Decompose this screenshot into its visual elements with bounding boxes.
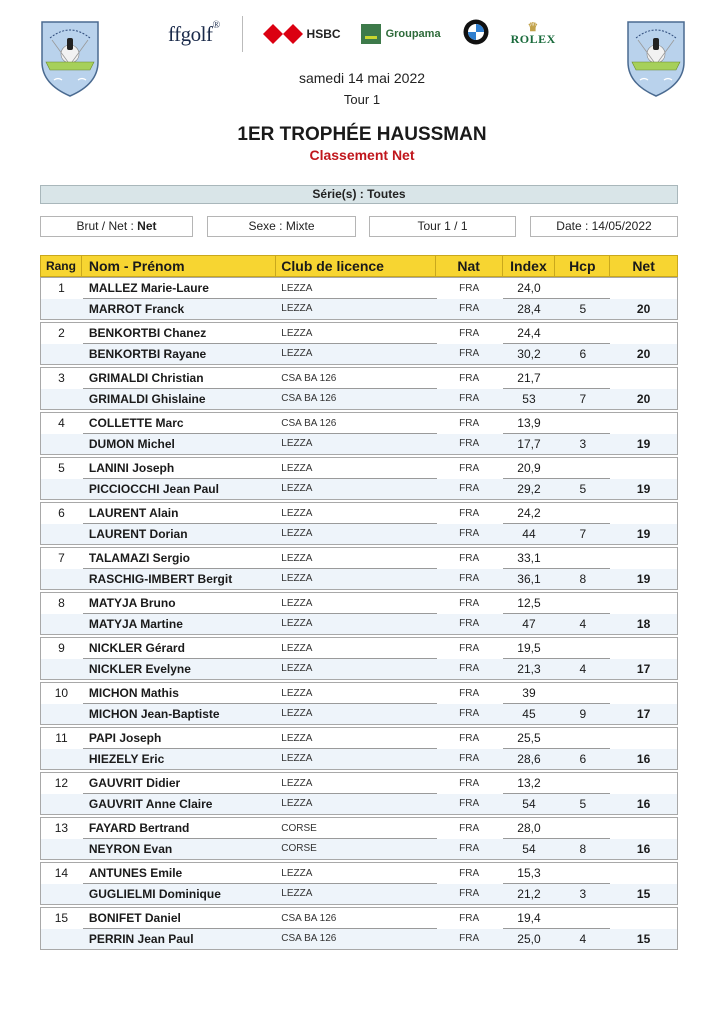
index-cell: 17,7 [517, 436, 541, 451]
rang-cell [41, 794, 82, 815]
index-cell: 30,2 [517, 346, 541, 361]
net-cell [610, 728, 677, 749]
index-cell: 19,4 [517, 911, 541, 926]
page-subtitle: Classement Net [309, 147, 415, 163]
net-cell [610, 278, 677, 299]
rang-cell [41, 479, 82, 500]
table-row [41, 479, 677, 500]
result-group [40, 862, 678, 905]
column-header-index: Index [503, 256, 556, 276]
table-row [41, 884, 677, 905]
result-group [40, 412, 678, 455]
net-cell: 20 [636, 301, 651, 316]
rang-cell: 7 [58, 551, 65, 566]
index-cell: 19,5 [517, 641, 541, 656]
nat-cell: FRA [459, 438, 480, 450]
rang-cell [41, 524, 82, 545]
net-cell [610, 908, 677, 929]
table-row [41, 413, 677, 434]
nat-cell: FRA [459, 507, 480, 519]
table-row [41, 839, 677, 860]
club-cell: LEZZA [281, 777, 313, 789]
index-cell: 25,0 [517, 931, 541, 946]
club-cell: CSA BA 126 [281, 912, 337, 924]
rang-cell: 9 [58, 641, 65, 656]
net-cell: 19 [636, 571, 651, 586]
page-title: 1ER TROPHÉE HAUSSMAN [237, 124, 487, 145]
club-cell: LEZZA [281, 888, 313, 900]
index-cell: 54 [522, 841, 536, 856]
table-row [41, 278, 677, 299]
club-cell: LEZZA [281, 573, 313, 585]
hcp-cell: 9 [579, 706, 587, 721]
index-cell: 21,2 [517, 886, 541, 901]
nat-cell: FRA [459, 372, 480, 384]
player-name-cell: GUGLIELMI Dominique [88, 886, 221, 901]
nat-cell: FRA [459, 597, 480, 609]
club-cell: CSA BA 126 [281, 393, 337, 405]
club-cell: LEZZA [281, 618, 313, 630]
hcp-cell [555, 908, 610, 929]
rang-cell [41, 569, 82, 590]
rang-cell: 8 [58, 596, 65, 611]
nat-cell: FRA [459, 573, 480, 585]
filter-brut-net: Brut / Net : Net [40, 216, 193, 237]
club-cell: LEZZA [281, 438, 313, 450]
rang-cell [41, 344, 82, 365]
nat-cell: FRA [459, 618, 480, 630]
player-name-cell: RASCHIG-IMBERT Bergit [88, 571, 233, 586]
index-cell: 54 [522, 796, 536, 811]
player-name-cell: GAUVRIT Anne Claire [88, 796, 213, 811]
player-name-cell: LAURENT Alain [88, 506, 179, 521]
index-cell: 24,2 [517, 506, 541, 521]
rang-cell: 5 [58, 461, 65, 476]
result-group [40, 502, 678, 545]
club-crest-right [624, 18, 688, 98]
index-cell: 25,5 [517, 731, 541, 746]
player-name-cell: PERRIN Jean Paul [88, 931, 194, 946]
hcp-cell: 5 [579, 301, 587, 316]
nat-cell: FRA [459, 708, 480, 720]
net-cell: 16 [636, 796, 651, 811]
hcp-cell: 7 [579, 391, 587, 406]
table-row [41, 323, 677, 344]
club-cell: LEZZA [281, 753, 313, 765]
rolex-logo: ♛ ROLEX [510, 19, 556, 46]
index-cell: 20,9 [517, 461, 541, 476]
nat-cell: FRA [459, 483, 480, 495]
player-name-cell: NICKLER Evelyne [88, 661, 191, 676]
table-row [41, 434, 677, 455]
nat-cell: FRA [459, 282, 480, 294]
hcp-cell [555, 773, 610, 794]
hsbc-hexagon-icon [263, 24, 303, 44]
hcp-cell [555, 413, 610, 434]
hcp-cell: 5 [579, 481, 587, 496]
nat-cell: FRA [459, 528, 480, 540]
nat-cell: FRA [459, 552, 480, 564]
index-cell: 13,9 [517, 416, 541, 431]
column-header-net: Net [632, 258, 655, 274]
player-name-cell: HIEZELY Eric [88, 751, 165, 766]
club-cell: CSA BA 126 [281, 933, 337, 945]
result-group [40, 367, 678, 410]
club-cell: LEZZA [281, 327, 313, 339]
results-table [40, 255, 678, 950]
nat-cell: FRA [459, 843, 480, 855]
player-name-cell: TALAMAZI Sergio [88, 551, 190, 566]
net-cell: 17 [636, 706, 651, 721]
hcp-cell: 8 [579, 571, 587, 586]
rang-cell [41, 614, 82, 635]
result-group [40, 592, 678, 635]
player-name-cell: GRIMALDI Christian [88, 371, 204, 386]
rang-cell: 12 [54, 776, 69, 791]
table-row [41, 299, 677, 320]
player-name-cell: PAPI Joseph [88, 731, 162, 746]
club-cell: LEZZA [281, 507, 313, 519]
rang-cell [41, 704, 82, 725]
nat-cell: FRA [459, 933, 480, 945]
hcp-cell [555, 863, 610, 884]
player-name-cell: COLLETTE Marc [88, 416, 184, 431]
club-cell: LEZZA [281, 552, 313, 564]
player-name-cell: MICHON Mathis [88, 686, 179, 701]
rolex-crown-icon: ♛ [527, 19, 539, 34]
player-name-cell: MATYJA Martine [88, 616, 183, 631]
club-cell: LEZZA [281, 528, 313, 540]
filter-sexe: Sexe : Mixte [207, 216, 356, 237]
nat-cell: FRA [459, 822, 480, 834]
player-name-cell: MALLEZ Marie-Laure [88, 281, 209, 296]
nat-cell: FRA [459, 303, 480, 315]
nat-cell: FRA [459, 732, 480, 744]
result-group [40, 637, 678, 680]
hcp-cell: 6 [579, 751, 587, 766]
table-row [41, 773, 677, 794]
nat-cell: FRA [459, 888, 480, 900]
club-cell: LEZZA [281, 708, 313, 720]
net-cell: 17 [636, 661, 651, 676]
nat-cell: FRA [459, 462, 480, 474]
table-row [41, 524, 677, 545]
hcp-cell: 8 [579, 841, 587, 856]
column-header-nat: Nat [436, 256, 503, 276]
rang-cell [41, 389, 82, 410]
net-cell [610, 818, 677, 839]
table-row [41, 368, 677, 389]
nat-cell: FRA [459, 393, 480, 405]
index-cell: 36,1 [517, 571, 541, 586]
index-cell: 24,0 [517, 281, 541, 296]
table-row [41, 389, 677, 410]
club-cell: CSA BA 126 [281, 372, 337, 384]
player-name-cell: MICHON Jean-Baptiste [88, 706, 220, 721]
nat-cell: FRA [459, 348, 480, 360]
hcp-cell [555, 278, 610, 299]
net-cell: 16 [636, 751, 651, 766]
index-cell: 13,2 [517, 776, 541, 791]
logo-divider [242, 16, 243, 52]
player-name-cell: LANINI Joseph [88, 461, 175, 476]
nat-cell: FRA [459, 642, 480, 654]
net-cell: 20 [636, 391, 651, 406]
club-cell: LEZZA [281, 798, 313, 810]
rang-cell: 14 [54, 866, 69, 881]
net-cell: 19 [636, 436, 651, 451]
hcp-cell [555, 458, 610, 479]
net-cell: 19 [636, 526, 651, 541]
net-cell [610, 773, 677, 794]
net-cell [610, 368, 677, 389]
hcp-cell: 3 [579, 886, 587, 901]
groupama-logo: Groupama [361, 24, 441, 44]
hcp-cell: 4 [579, 616, 587, 631]
rang-cell: 1 [58, 281, 65, 296]
nat-cell: FRA [459, 327, 480, 339]
net-cell: 18 [636, 616, 651, 631]
rang-cell [41, 659, 82, 680]
club-crest-left [38, 18, 102, 98]
rang-cell: 10 [54, 686, 69, 701]
rang-cell: 11 [55, 731, 68, 746]
player-name-cell: NEYRON Evan [88, 841, 173, 856]
index-cell: 45 [522, 706, 536, 721]
nat-cell: FRA [459, 867, 480, 879]
table-row [41, 614, 677, 635]
index-cell: 28,4 [517, 301, 541, 316]
result-group [40, 817, 678, 860]
hcp-cell [555, 818, 610, 839]
nat-cell: FRA [459, 912, 480, 924]
index-cell: 21,3 [517, 661, 541, 676]
hcp-cell [555, 323, 610, 344]
club-cell: LEZZA [281, 597, 313, 609]
rang-cell [41, 434, 82, 455]
club-cell: LEZZA [281, 348, 313, 360]
rang-cell: 13 [54, 821, 69, 836]
index-cell: 29,2 [517, 481, 541, 496]
table-row [41, 749, 677, 770]
table-row [41, 794, 677, 815]
hcp-cell [555, 683, 610, 704]
club-cell: LEZZA [281, 663, 313, 675]
rang-cell: 4 [58, 416, 65, 431]
player-name-cell: BENKORTBI Chanez [88, 326, 207, 341]
result-group [40, 727, 678, 770]
index-cell: 12,5 [517, 596, 541, 611]
table-row [41, 638, 677, 659]
hcp-cell: 5 [579, 796, 587, 811]
column-header-hcp: Hcp [555, 256, 610, 276]
result-group [40, 277, 678, 320]
player-name-cell: MATYJA Bruno [88, 596, 176, 611]
table-row [41, 659, 677, 680]
groupama-icon [361, 24, 381, 44]
result-group [40, 547, 678, 590]
table-row [41, 818, 677, 839]
player-name-cell: FAYARD Bertrand [88, 821, 190, 836]
club-cell: LEZZA [281, 282, 313, 294]
player-name-cell: LAURENT Dorian [88, 526, 188, 541]
club-cell: LEZZA [281, 732, 313, 744]
hcp-cell: 7 [579, 526, 587, 541]
bmw-roundel-icon [463, 19, 489, 45]
net-cell: 16 [636, 841, 651, 856]
club-cell: CORSE [281, 843, 317, 855]
player-name-cell: MARROT Franck [88, 301, 185, 316]
nat-cell: FRA [459, 798, 480, 810]
filter-tour: Tour 1 / 1 [369, 216, 516, 237]
hcp-cell [555, 728, 610, 749]
column-header-club: Club de licence [276, 256, 436, 276]
index-cell: 39 [522, 686, 536, 701]
event-tour: Tour 1 [343, 92, 381, 107]
bmw-logo [463, 19, 489, 50]
index-cell: 24,4 [517, 326, 541, 341]
net-cell [610, 863, 677, 884]
rang-cell: 15 [54, 911, 69, 926]
club-cell: LEZZA [281, 687, 313, 699]
rang-cell [41, 749, 82, 770]
sponsor-logos [168, 14, 556, 54]
index-cell: 28,6 [517, 751, 541, 766]
hcp-cell: 4 [579, 931, 587, 946]
club-cell: CSA BA 126 [281, 417, 337, 429]
table-row [41, 704, 677, 725]
hcp-cell [555, 548, 610, 569]
table-row [41, 728, 677, 749]
table-row [41, 569, 677, 590]
table-row [41, 548, 677, 569]
result-group [40, 682, 678, 725]
rang-cell: 3 [58, 371, 65, 386]
rang-cell [41, 299, 82, 320]
club-cell: LEZZA [281, 642, 313, 654]
table-body [40, 277, 678, 950]
player-name-cell: DUMON Michel [88, 436, 175, 451]
column-header-rang: Rang [41, 256, 82, 276]
table-row [41, 503, 677, 524]
club-cell: LEZZA [281, 483, 313, 495]
series-banner: Série(s) : Toutes [40, 185, 678, 204]
result-group [40, 772, 678, 815]
table-row [41, 593, 677, 614]
player-name-cell: PICCIOCCHI Jean Paul [88, 481, 219, 496]
club-cell: LEZZA [281, 303, 313, 315]
table-row [41, 683, 677, 704]
table-row [41, 929, 677, 950]
result-group [40, 457, 678, 500]
filter-date: Date : 14/05/2022 [530, 216, 678, 237]
rang-cell [41, 839, 82, 860]
nat-cell: FRA [459, 687, 480, 699]
index-cell: 33,1 [517, 551, 541, 566]
nat-cell: FRA [459, 663, 480, 675]
nat-cell: FRA [459, 777, 480, 789]
net-cell: 15 [636, 886, 651, 901]
club-cell: LEZZA [281, 867, 313, 879]
column-header-nom: Nom - Prénom [82, 256, 276, 276]
index-cell: 28,0 [517, 821, 541, 836]
hcp-cell [555, 368, 610, 389]
club-cell: CORSE [281, 822, 317, 834]
hcp-cell: 4 [579, 661, 587, 676]
result-group [40, 322, 678, 365]
index-cell: 21,7 [517, 371, 541, 386]
rang-cell: 2 [58, 326, 65, 341]
hcp-cell [555, 503, 610, 524]
index-cell: 47 [522, 616, 536, 631]
net-cell [610, 593, 677, 614]
net-cell [610, 413, 677, 434]
hsbc-logo: HSBC [263, 24, 341, 44]
net-cell [610, 458, 677, 479]
table-row [41, 863, 677, 884]
table-row [41, 908, 677, 929]
rang-cell: 6 [58, 506, 65, 521]
result-group [40, 907, 678, 950]
table-row [41, 344, 677, 365]
rang-cell [41, 929, 82, 950]
net-cell: 20 [636, 346, 651, 361]
player-name-cell: NICKLER Gérard [88, 641, 185, 656]
hcp-cell [555, 593, 610, 614]
hcp-cell [555, 638, 610, 659]
club-cell: LEZZA [281, 462, 313, 474]
player-name-cell: GAUVRIT Didier [88, 776, 181, 791]
net-cell [610, 323, 677, 344]
net-cell [610, 638, 677, 659]
hcp-cell: 3 [579, 436, 587, 451]
player-name-cell: GRIMALDI Ghislaine [88, 391, 206, 406]
net-cell [610, 548, 677, 569]
hcp-cell: 6 [579, 346, 587, 361]
player-name-cell: BONIFET Daniel [88, 911, 181, 926]
nat-cell: FRA [459, 417, 480, 429]
net-cell [610, 503, 677, 524]
net-cell: 15 [636, 931, 651, 946]
ffgolf-logo: ffgolf® [168, 19, 220, 46]
player-name-cell: ANTUNES Emile [88, 866, 183, 881]
table-header [40, 255, 678, 277]
index-cell: 53 [522, 391, 536, 406]
player-name-cell: BENKORTBI Rayane [88, 346, 207, 361]
index-cell: 44 [522, 526, 536, 541]
net-cell [610, 683, 677, 704]
table-row [41, 458, 677, 479]
rang-cell [41, 884, 82, 905]
nat-cell: FRA [459, 753, 480, 765]
net-cell: 19 [636, 481, 651, 496]
event-date: samedi 14 mai 2022 [298, 70, 426, 86]
index-cell: 15,3 [517, 866, 541, 881]
